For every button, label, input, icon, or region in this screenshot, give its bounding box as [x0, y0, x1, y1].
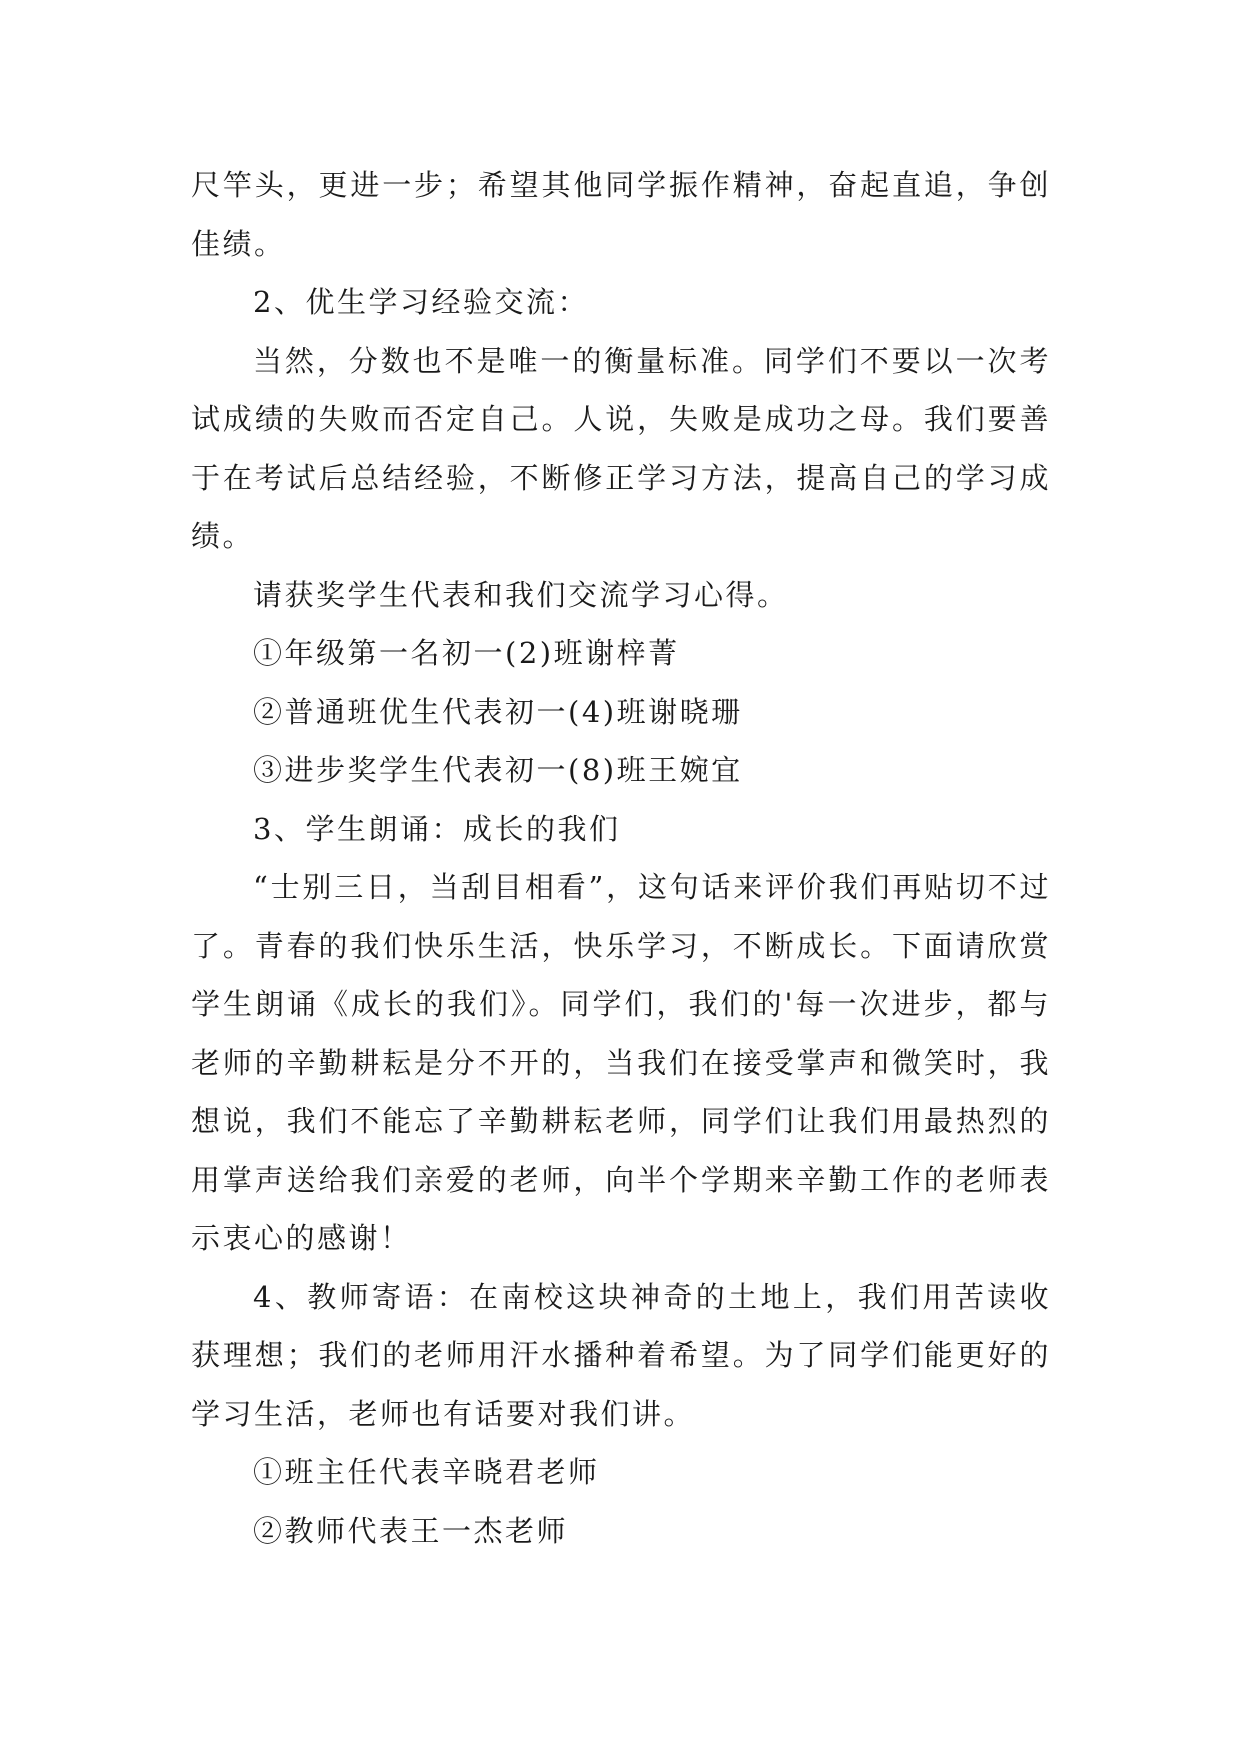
list-item-teacher-2: ②教师代表王一杰老师 [253, 1513, 569, 1548]
paragraph-continuation: 尺竿头，更进一步；希望其他同学振作精神，奋起直追，争创佳绩。 [191, 168, 1051, 261]
list-item-student-3: ③进步奖学生代表初一(8)班王婉宜 [253, 753, 743, 787]
section-heading-4: 4、教师寄语：在南校这块神奇的土地上，我们用苦读收获理想；我们的老师用汗水播种着希望。为了同学们能更好的学习生活，老师也有话要对我们讲。 [191, 1279, 1051, 1431]
document-body [191, 156, 1051, 1560]
section-heading-2: 2、优生学习经验交流： [253, 285, 589, 319]
paragraph-invite-students: 请获奖学生代表和我们交流学习心得。 [253, 577, 789, 612]
list-item-teacher-1: ①班主任代表辛晓君老师 [253, 1455, 600, 1489]
list-item-student-1: ①年级第一名初一(2)班谢梓菁 [253, 636, 680, 670]
paragraph-score-standard: 当然，分数也不是唯一的衡量标准。同学们不要以一次考试成绩的失败而否定自己。人说，失败是成功之母。我们要善于在考试后总结经验，不断修正学习方法，提高自己的学习成绩。 [191, 343, 1051, 553]
section-heading-3: 3、学生朗诵：成长的我们 [253, 811, 621, 846]
list-item-student-2: ②普通班优生代表初一(4)班谢晓珊 [253, 694, 743, 729]
paragraph-recitation: “士别三日，当刮目相看”，这句话来评价我们再贴切不过了。青春的我们快乐生活，快乐学习，不断成长。下面请欣赏学生朗诵《成长的我们》。同学们，我们的'每一次进步，都与老师的辛勤耕耘是分不开的，当我们在接受掌声和微笑时，我想说，我们不能忘了辛勤耕耘老师，同学们让我们用最热烈的用掌声送给我们亲爱的老师，向半个学期来辛勤工作的老师表示衷心的感谢！ [191, 870, 1051, 1255]
